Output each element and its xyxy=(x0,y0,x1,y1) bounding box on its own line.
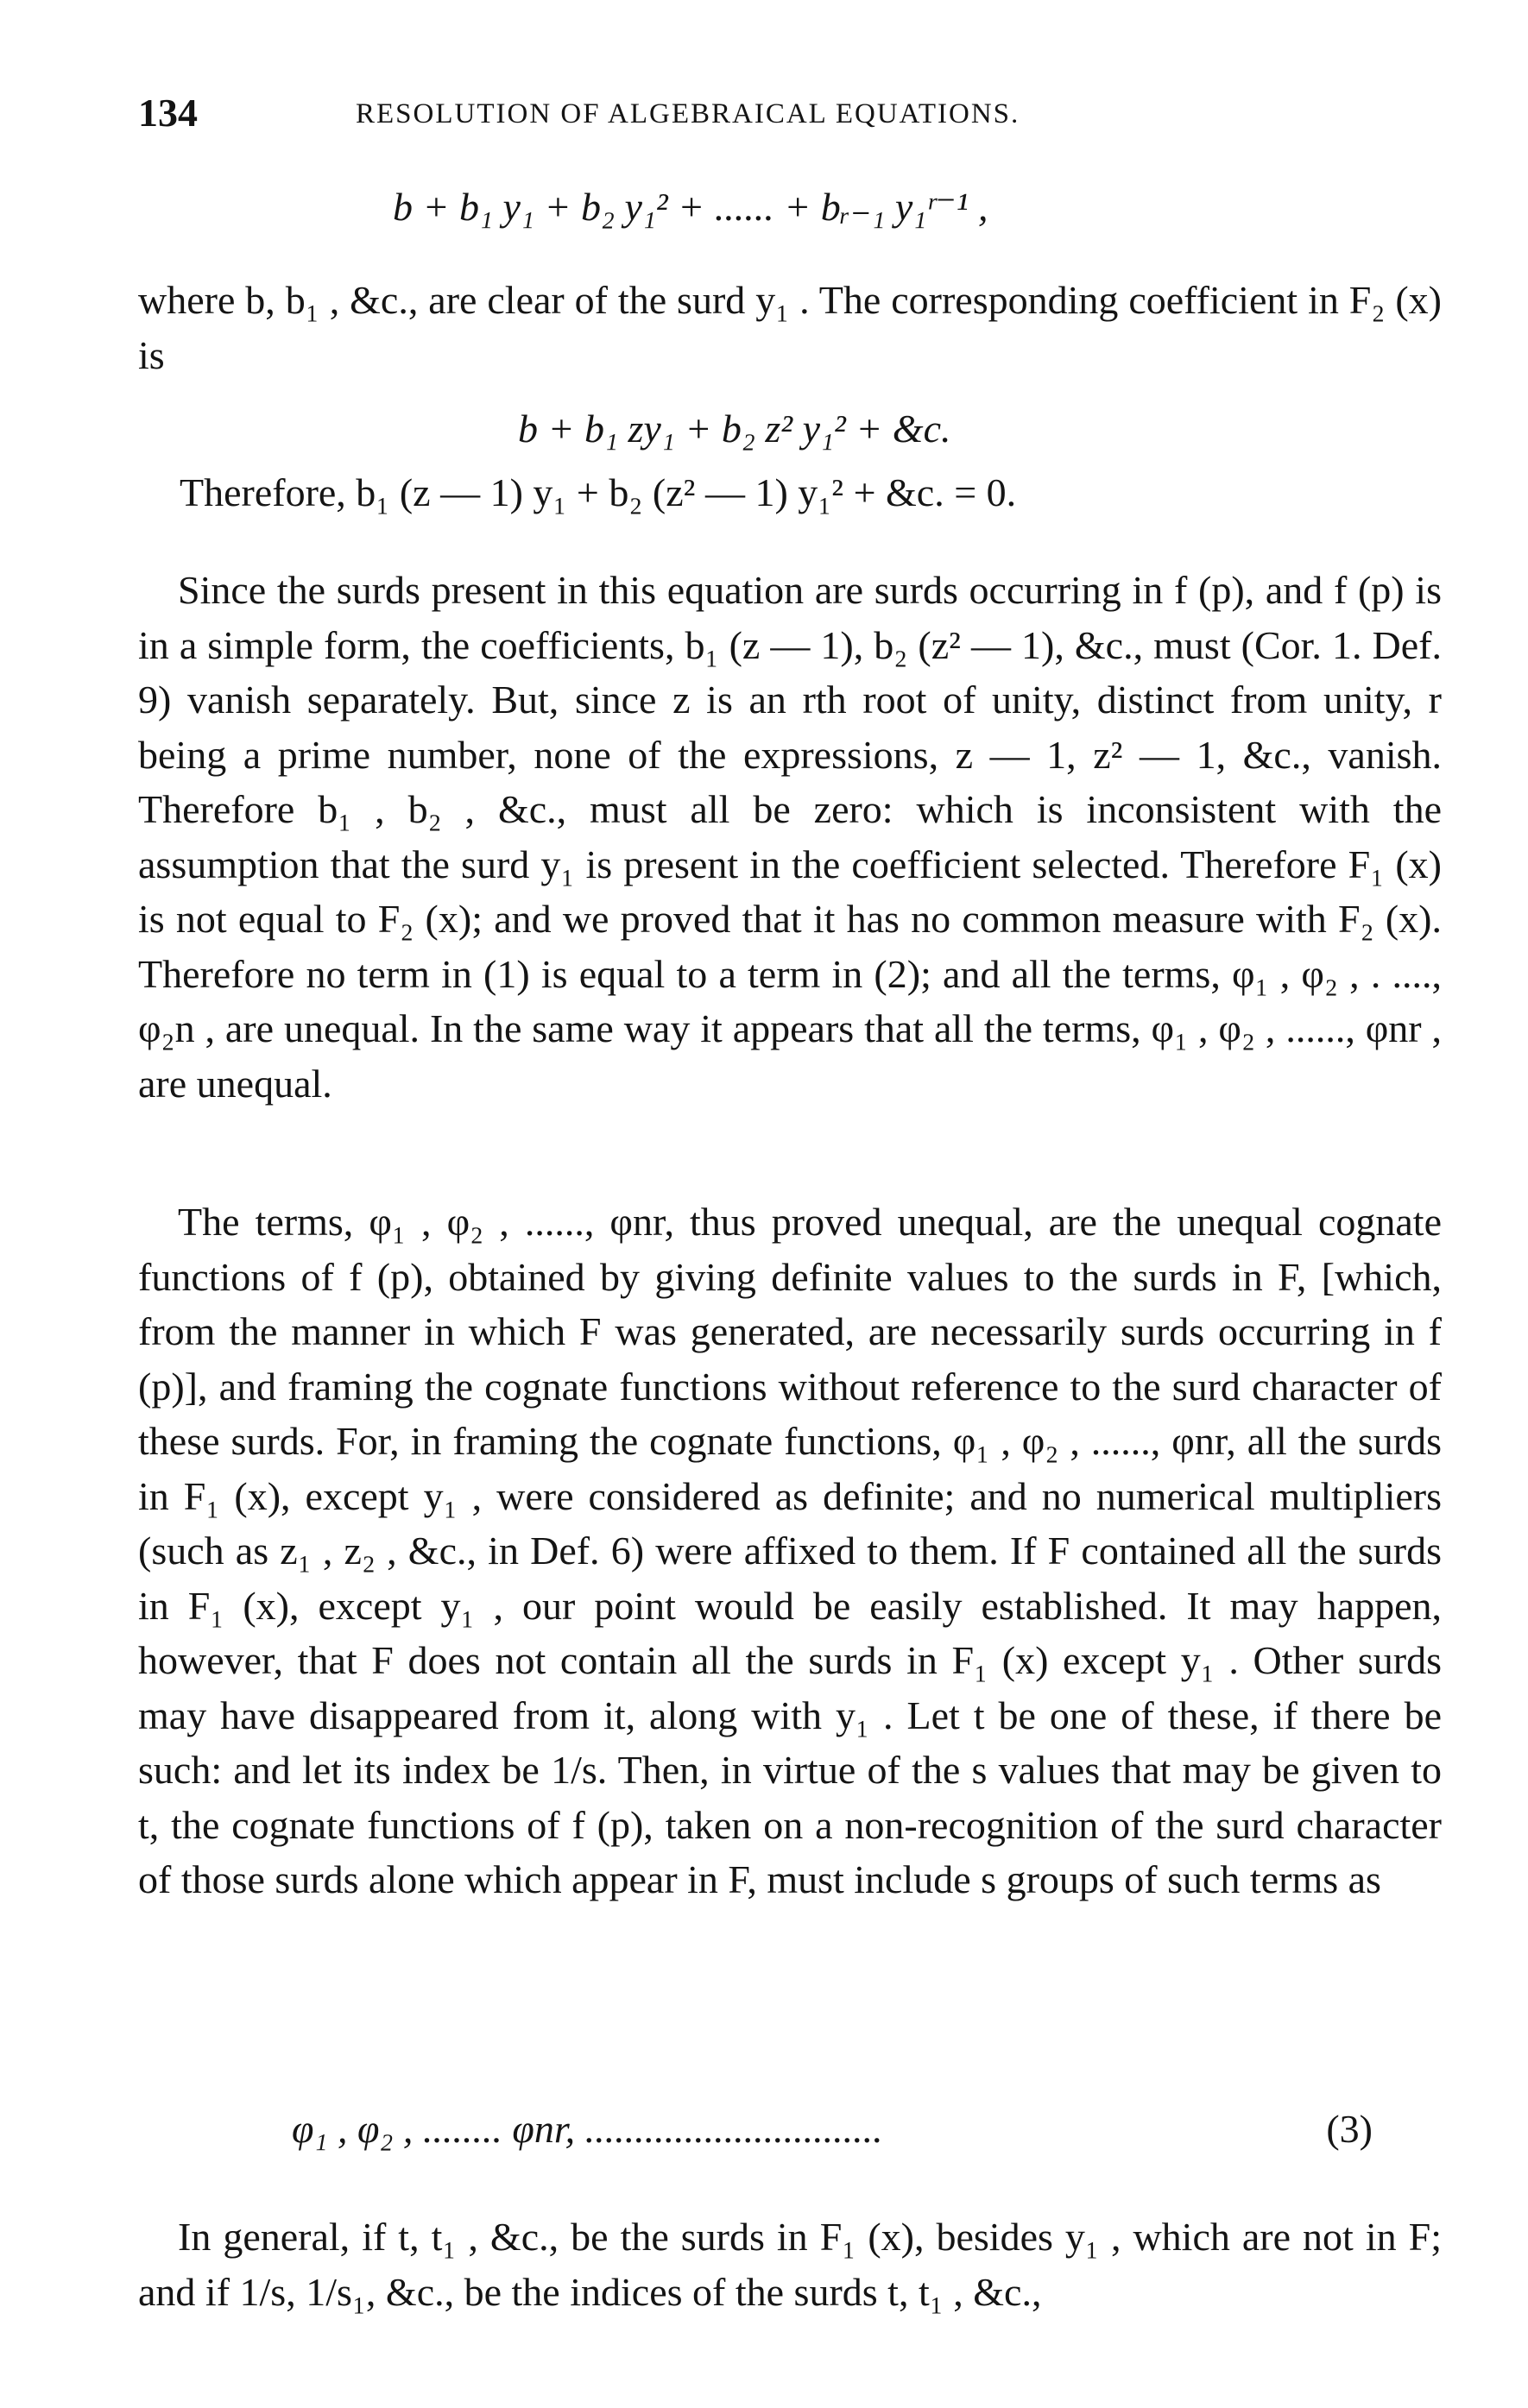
paragraph-1 xyxy=(138,273,1442,382)
running-header xyxy=(138,90,1450,142)
equation-2: b + b₁ zy₁ + b₂ z² y₁² + &c. xyxy=(518,407,951,451)
paragraph-4-text: In general, if t, t₁ , &c., be the surds in F₁ (x), besides y₁ , which are not in F; and if 1/s, 1/s₁, &c., be the indices of the surds t, t₁ , &c., xyxy=(138,2215,1442,2314)
paragraph-4 xyxy=(138,2209,1442,2319)
paragraph-2 xyxy=(138,563,1442,1111)
equation-4-line xyxy=(138,2106,1442,2158)
paragraph-3 xyxy=(138,1195,1442,1907)
running-title: RESOLUTION OF ALGEBRAICAL EQUATIONS. xyxy=(356,98,1020,129)
equation-4: φ₁ , φ₂ , ........ φnr, .............................. xyxy=(292,2107,883,2151)
paragraph-2-text: Since the surds present in this equation are surds occurring in f (p), and f (p) is in a simple form, the coefficients, b₁ (z — 1), b₂ (z² — 1), &c., must (Cor. 1. Def. 9) vanish separately. But, since z is an rth root of unity, distinct from unity, r being a prime number, none of the expressions, z — 1, z² — 1, &c., vanish. Therefore b₁ , b₂ , &c., must all be zero: which is inconsistent with the assumption that the surd y₁ is present in the coefficient selected. Therefore F₁ (x) is not equal to F₂ (x); and we proved that it has no common measure with F₂ (x). Therefore no term in (1) is equal to a term in (2); and all the terms, φ₁ , φ₂ , . ...., φ₂n , are unequal. In the same way it appears that all the terms, φ₁ , φ₂ , ......, φnr , are unequal. xyxy=(138,568,1442,1106)
page-number: 134 xyxy=(138,91,198,135)
paragraph-3-text: The terms, φ₁ , φ₂ , ......, φnr, thus proved unequal, are the unequal cognate functions of f (p), obtained by giving definite values to the surds in F, [which, from the manner in which F was generated, are necessarily surds occurring in f (p)], and framing the cognate functions without reference to the surd character of these surds. For, in framing the cognate functions, φ₁ , φ₂ , ......, φnr, all the surds in F₁ (x), except y₁ , were considered as definite; and no numerical multipliers (such as z₁ , z₂ , &c., in Def. 6) were affixed to them. If F contained all the surds in F₁ (x), except y₁ , our point would be easily established. It may happen, however, that F does not contain all the surds in F₁ (x) except y₁ . Other surds may have disappeared from it, along with y₁ . Let t be one of these, if there be such: and let its index be 1/s. Then, in virtue of the s values that may be given to t, the cognate functions of f (p), taken on a non-recognition of the surd character of those surds alone which appear in F, must include s groups of such terms as xyxy=(138,1200,1442,1901)
paragraph-1-text: where b, b₁ , &c., are clear of the surd y₁ . The corresponding coefficient in F₂ (x) is xyxy=(138,278,1442,377)
equation-1: b + b₁ y₁ + b₂ y₁² + ...... + bᵣ₋₁ y₁ʳ⁻¹ , xyxy=(393,185,988,229)
equation-4-number: (3) xyxy=(1326,2107,1373,2151)
equation-3: Therefore, b₁ (z — 1) y₁ + b₂ (z² — 1) y₁² + &c. = 0. xyxy=(180,470,1017,514)
